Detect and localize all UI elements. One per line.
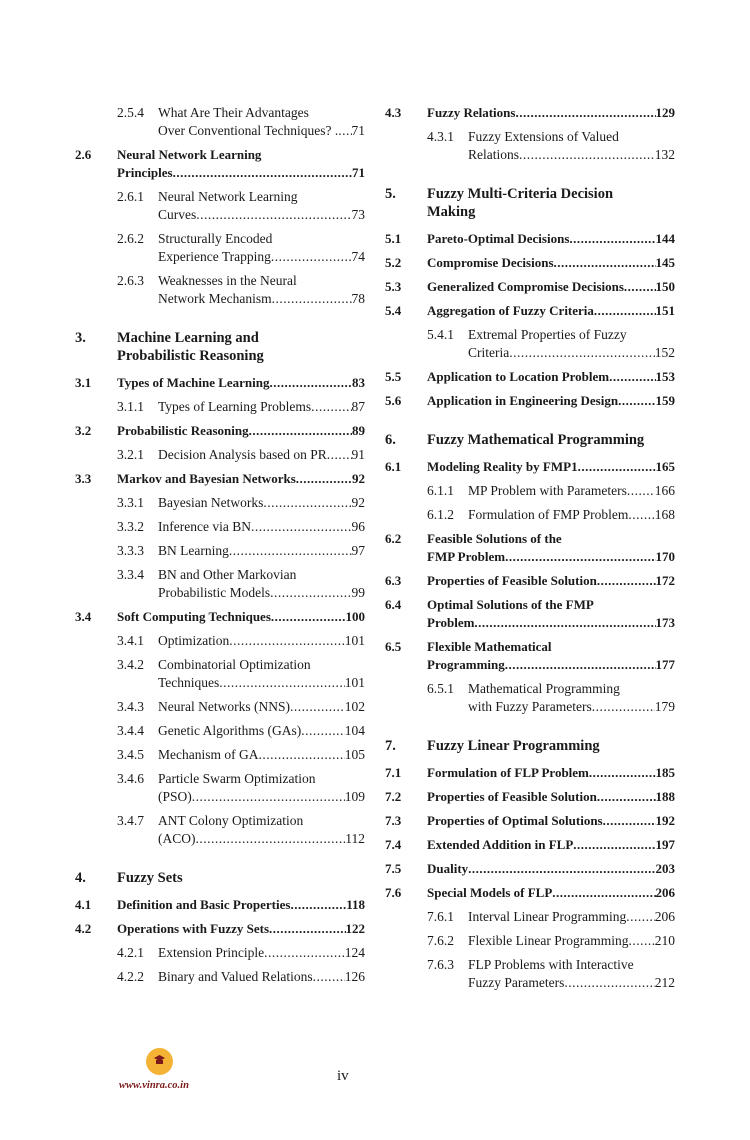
toc-title-line: ANT Colony Optimization [158,813,304,828]
toc-subsection [385,326,675,362]
toc-title-line: Properties of Feasible Solution [427,789,597,804]
dot-leader [251,518,352,536]
dot-leader [196,206,351,224]
toc-number: 4.3 [385,105,402,120]
toc-subsection [385,908,675,926]
toc-section [75,146,365,182]
toc-page-number: 172 [655,573,675,588]
toc-section [385,302,675,320]
toc-title-line: Over Conventional Techniques? . [158,123,339,138]
toc-title-line: Fuzzy Multi-Criteria Decision [427,186,614,202]
toc-title-line: Genetic Algorithms (GAs) [158,723,302,738]
toc-subsection [75,770,365,806]
toc-number: 7.4 [385,837,402,852]
toc-number: 3.2.1 [117,447,144,462]
toc-title-line: Probabilistic Reasoning [117,348,264,364]
toc-section [75,896,365,914]
dot-leader [509,344,655,362]
toc-section [385,884,675,902]
dot-leader [290,896,346,914]
toc-title-line: BN and Other Markovian [158,567,297,582]
dot-leader [270,584,351,602]
toc-number: 3.4.6 [117,771,144,786]
toc-section [385,764,675,782]
toc-number: 2.6 [75,147,92,162]
toc-number: 6.3 [385,573,402,588]
toc-number: 3.3.4 [117,567,144,582]
toc-number: 7.6.2 [427,933,454,948]
toc-section [385,638,675,674]
toc-subsection [75,446,365,464]
toc-subsection [75,698,365,716]
toc-subsection [75,494,365,512]
toc-title-line: Special Models of FLP [427,885,553,900]
toc-page-number: 129 [655,105,675,120]
dot-leader [573,836,655,854]
toc-page-number: 96 [351,519,365,534]
toc-subsection [75,944,365,962]
toc-section [385,812,675,830]
dot-leader [592,698,655,716]
toc-page-number: 179 [654,699,675,714]
toc-number: 6.1.2 [427,507,454,522]
toc-title-line: Extremal Properties of Fuzzy [468,327,627,342]
dot-leader [628,506,654,524]
toc-page-number: 97 [351,543,365,558]
toc-title-line: Types of Machine Learning [117,375,270,390]
toc-number: 3.4.3 [117,699,144,714]
toc-subsection [75,566,365,602]
toc-number: 2.5.4 [117,105,144,120]
toc-number: 3.4.4 [117,723,144,738]
dot-leader [290,698,345,716]
toc-title-line: Particle Swarm Optimization [158,771,316,786]
toc-number: 3.3.2 [117,519,144,534]
dot-leader [271,248,352,266]
toc-number: 4.1 [75,897,92,912]
toc-title-line: Weaknesses in the Neural [158,273,297,288]
toc-title-line: Fuzzy Linear Programming [427,738,600,754]
toc-number: 6.2 [385,531,402,546]
dot-leader [564,974,654,992]
toc-page-number: 210 [654,933,675,948]
dot-leader [515,104,655,122]
toc-title-line: Neural Networks (NNS) [158,699,290,714]
toc-page-number: 188 [655,789,675,804]
toc-page-number: 104 [344,723,365,738]
dot-leader [569,230,655,248]
toc-section [75,608,365,626]
toc-section [385,860,675,878]
toc-page-number: 100 [345,609,365,624]
toc-number: 7.3 [385,813,402,828]
toc-page-number: 91 [351,447,365,462]
toc-page-number: 150 [655,279,675,294]
toc-section [385,254,675,272]
toc-title-line: Principles [117,165,173,180]
toc-title-line: Duality [427,861,469,876]
dot-leader [609,368,655,386]
toc-number: 5.4.1 [427,327,454,342]
dot-leader [263,494,351,512]
toc-title-line: with Fuzzy Parameters [468,699,592,714]
toc-page-number: 212 [654,975,675,990]
toc-title-line: Network Mechanism [158,291,272,306]
toc-number: 4.2 [75,921,92,936]
toc-title-line: Optimal Solutions of the FMP [427,597,594,612]
toc-page-number: 71 [352,165,365,180]
toc-title-line: Formulation of FMP Problem [468,507,629,522]
toc-page-number: 192 [655,813,675,828]
toc-chapter [385,185,675,221]
toc-number: 7.6.3 [427,957,454,972]
toc-title-line: Flexible Linear Programming [468,933,629,948]
dot-leader [338,122,351,140]
toc-page-number: 170 [655,549,675,564]
dot-leader [229,632,345,650]
toc-column-left [75,104,365,986]
toc-title-line: Fuzzy Extensions of Valued [468,129,619,144]
dot-leader [589,764,656,782]
toc-title-line: Making [427,204,476,220]
toc-number: 5.3 [385,279,402,294]
dot-leader [624,278,656,296]
dot-leader [468,860,655,878]
toc-number: 7.5 [385,861,402,876]
toc-number: 6.1 [385,459,402,474]
toc-chapter [75,329,365,365]
toc-page-number: 87 [351,399,365,414]
toc-title-line: Compromise Decisions [427,255,554,270]
toc-page-number: 105 [344,747,365,762]
toc-page-number: 153 [655,369,675,384]
toc-page-number: 102 [344,699,365,714]
toc-number: 3.3.3 [117,543,144,558]
toc-page-number: 151 [655,303,675,318]
dot-leader [618,392,655,410]
toc-title-line: Mathematical Programming [468,681,620,696]
toc-title-line: Curves [158,207,197,222]
toc-title-line: Application in Engineering Design [427,393,619,408]
toc-number: 7.1 [385,765,402,780]
toc-number: 3.1.1 [117,399,144,414]
toc-page-number: 145 [655,255,675,270]
toc-subsection [75,746,365,764]
toc-page-number: 206 [655,885,675,900]
dot-leader [269,920,345,938]
toc-subsection [75,632,365,650]
toc-title-line: Feasible Solutions of the [427,531,562,546]
toc-number: 7.2 [385,789,402,804]
toc-title-line: Extension Principle [158,945,265,960]
toc-section [385,368,675,386]
toc-title-line: Experience Trapping [158,249,271,264]
toc-subsection [75,812,365,848]
toc-subsection [75,398,365,416]
toc-section [385,104,675,122]
toc-page-number: 92 [352,471,365,486]
toc-number: 3.4.2 [117,657,144,672]
dot-leader [313,968,345,986]
toc-title-line: Neural Network Learning [117,147,262,162]
toc-page-number: 166 [654,483,675,498]
toc-number: 2.6.2 [117,231,144,246]
toc-title-line: Fuzzy Relations [427,105,516,120]
dot-leader [249,422,352,440]
toc-page-number: 165 [655,459,675,474]
toc-page-number: 83 [352,375,365,390]
toc-subsection [385,680,675,716]
toc-number: 2.6.1 [117,189,144,204]
dot-leader [301,722,345,740]
toc-page-number: 197 [655,837,675,852]
publisher-website: www.vinra.co.in [119,1080,189,1091]
toc-number: 5.5 [385,369,402,384]
toc-page-number: 78 [351,291,365,306]
toc-number: 4.3.1 [427,129,454,144]
toc-number: 6.1.1 [427,483,454,498]
toc-title-line: Structurally Encoded [158,231,273,246]
toc-page-number: 173 [655,615,675,630]
toc-page-number: 101 [344,633,365,648]
toc-number: 6. [385,432,396,448]
toc-title-line: BN Learning [158,543,229,558]
toc-page-number: 206 [654,909,675,924]
toc-title-line: Operations with Fuzzy Sets [117,921,270,936]
dot-leader [258,746,344,764]
publisher-logo-icon [146,1048,173,1075]
toc-title-line: Optimization [158,633,230,648]
toc-title-line: Generalized Compromise Decisions [427,279,624,294]
toc-subsection [385,128,675,164]
toc-number: 3.1 [75,375,92,390]
toc-section [75,374,365,392]
toc-title-line: Mechanism of GA [158,747,259,762]
toc-subsection [75,104,365,140]
toc-number: 5.2 [385,255,402,270]
toc-number: 5.6 [385,393,402,408]
toc-section [385,392,675,410]
toc-page-number: 118 [346,897,365,912]
toc-subsection [75,230,365,266]
toc-title-line: Techniques [158,675,220,690]
toc-title-line: Problem [427,615,475,630]
toc-title-line: Interval Linear Programming [468,909,627,924]
toc-title-line: FMP Problem [427,549,506,564]
toc-section [385,278,675,296]
toc-title-line: Neural Network Learning [158,189,298,204]
toc-page-number: 122 [345,921,365,936]
dot-leader [219,674,344,692]
toc-subsection [75,272,365,308]
dot-leader [327,446,352,464]
toc-page-number: 73 [351,207,365,222]
dot-leader [270,374,352,392]
dot-leader [603,812,656,830]
dot-leader [628,932,654,950]
toc-number: 4.2.2 [117,969,144,984]
toc-title-line: Modeling Reality by FMP1 [427,459,578,474]
toc-number: 3.4.7 [117,813,144,828]
toc-chapter [385,431,675,449]
toc-title-line: Markov and Bayesian Networks [117,471,296,486]
dot-leader [552,884,655,902]
dot-leader [554,254,656,272]
toc-number: 5.1 [385,231,402,246]
toc-chapter [385,737,675,755]
toc-number: 2.6.3 [117,273,144,288]
toc-section [385,788,675,806]
toc-title-line: Properties of Optimal Solutions [427,813,603,828]
toc-page-number: 74 [351,249,365,264]
toc-page-number: 109 [344,789,365,804]
toc-title-line: (PSO) [158,789,192,804]
toc-subsection [385,932,675,950]
dot-leader [594,302,656,320]
toc-section [75,920,365,938]
toc-page-number: 152 [654,345,675,360]
dot-leader [196,830,346,848]
toc-page-number: 132 [654,147,675,162]
toc-page-number: 99 [351,585,365,600]
toc-title-line: Programming [427,657,505,672]
toc-title-line: Machine Learning and [117,330,259,346]
toc-title-line: Soft Computing Techniques [117,609,271,624]
toc-title-line: Probabilistic Models [158,585,271,600]
toc-subsection [75,656,365,692]
toc-title-line: FLP Problems with Interactive [468,957,634,972]
toc-subsection [75,722,365,740]
toc-page-number: 159 [655,393,675,408]
toc-page-number: 124 [344,945,365,960]
toc-number: 4.2.1 [117,945,144,960]
toc-section [385,530,675,566]
toc-subsection [75,542,365,560]
toc-page-number: 177 [655,657,675,672]
toc-number: 3.3.1 [117,495,144,510]
page-number: iv [337,1068,349,1084]
dot-leader [272,290,352,308]
toc-section [75,470,365,488]
toc-title-line: Criteria [468,345,510,360]
toc-subsection [75,518,365,536]
dot-leader [626,908,655,926]
toc-title-line: Combinatorial Optimization [158,657,311,672]
toc-number: 3. [75,330,86,346]
dot-leader [627,482,655,500]
toc-section [75,422,365,440]
toc-number: 4. [75,870,86,886]
toc-number: 3.4.5 [117,747,144,762]
dot-leader [597,572,656,590]
toc-page-number: 101 [344,675,365,690]
toc-subsection [75,968,365,986]
dot-leader [173,164,352,182]
toc-page-number: 92 [351,495,365,510]
dot-leader [578,458,656,476]
toc-title-line: Application to Location Problem [427,369,610,384]
toc-number: 3.4 [75,609,92,624]
toc-number: 5.4 [385,303,402,318]
toc-title-line: Types of Learning Problems [158,399,312,414]
toc-page-number: 112 [345,831,365,846]
toc-column-right [385,104,675,992]
toc-title-line: Definition and Basic Properties [117,897,291,912]
toc-title-line: MP Problem with Parameters [468,483,627,498]
toc-title-line: Aggregation of Fuzzy Criteria [427,303,594,318]
toc-number: 6.4 [385,597,402,612]
toc-page-number: 126 [344,969,365,984]
toc-number: 6.5.1 [427,681,454,696]
toc-number: 7.6 [385,885,402,900]
toc-page-number: 168 [654,507,675,522]
dot-leader [505,548,655,566]
toc-number: 7.6.1 [427,909,454,924]
dot-leader [597,788,656,806]
toc-number: 3.3 [75,471,92,486]
toc-title-line: Fuzzy Mathematical Programming [427,432,645,448]
toc-title-line: Properties of Feasible Solution [427,573,597,588]
toc-page-number: 185 [655,765,675,780]
toc-title-line: (ACO) [158,831,196,846]
toc-section [385,458,675,476]
dot-leader [296,470,352,488]
dot-leader [519,146,655,164]
toc-page-number: 71 [351,123,365,138]
toc-subsection [385,956,675,992]
toc-page-number: 203 [655,861,675,876]
dot-leader [311,398,351,416]
dot-leader [271,608,346,626]
toc-title-line: What Are Their Advantages [158,105,309,120]
toc-number: 6.5 [385,639,402,654]
dot-leader [229,542,352,560]
dot-leader [505,656,656,674]
toc-title-line: Relations [468,147,519,162]
toc-title-line: Formulation of FLP Problem [427,765,589,780]
toc-subsection [385,506,675,524]
toc-subsection [75,188,365,224]
toc-title-line: Fuzzy Parameters [468,975,565,990]
toc-chapter [75,869,365,887]
toc-title-line: Extended Addition in FLP [427,837,574,852]
toc-number: 3.4.1 [117,633,144,648]
toc-page-number: 89 [352,423,365,438]
toc-title-line: Fuzzy Sets [117,870,183,886]
toc-title-line: Binary and Valued Relations [158,969,313,984]
dot-leader [264,944,345,962]
toc-page-number: 144 [655,231,675,246]
toc-section [385,836,675,854]
toc-section [385,230,675,248]
toc-title-line: Bayesian Networks [158,495,264,510]
dot-leader [474,614,655,632]
toc-title-line: Inference via BN [158,519,251,534]
toc-title-line: Flexible Mathematical [427,639,552,654]
toc-title-line: Pareto-Optimal Decisions [427,231,570,246]
toc-number: 7. [385,738,396,754]
toc-title-line: Probabilistic Reasoning [117,423,249,438]
toc-subsection [385,482,675,500]
toc-section [385,596,675,632]
toc-title-line: Decision Analysis based on PR [158,447,327,462]
toc-number: 5. [385,186,396,202]
dot-leader [192,788,345,806]
toc-number: 3.2 [75,423,92,438]
toc-section [385,572,675,590]
